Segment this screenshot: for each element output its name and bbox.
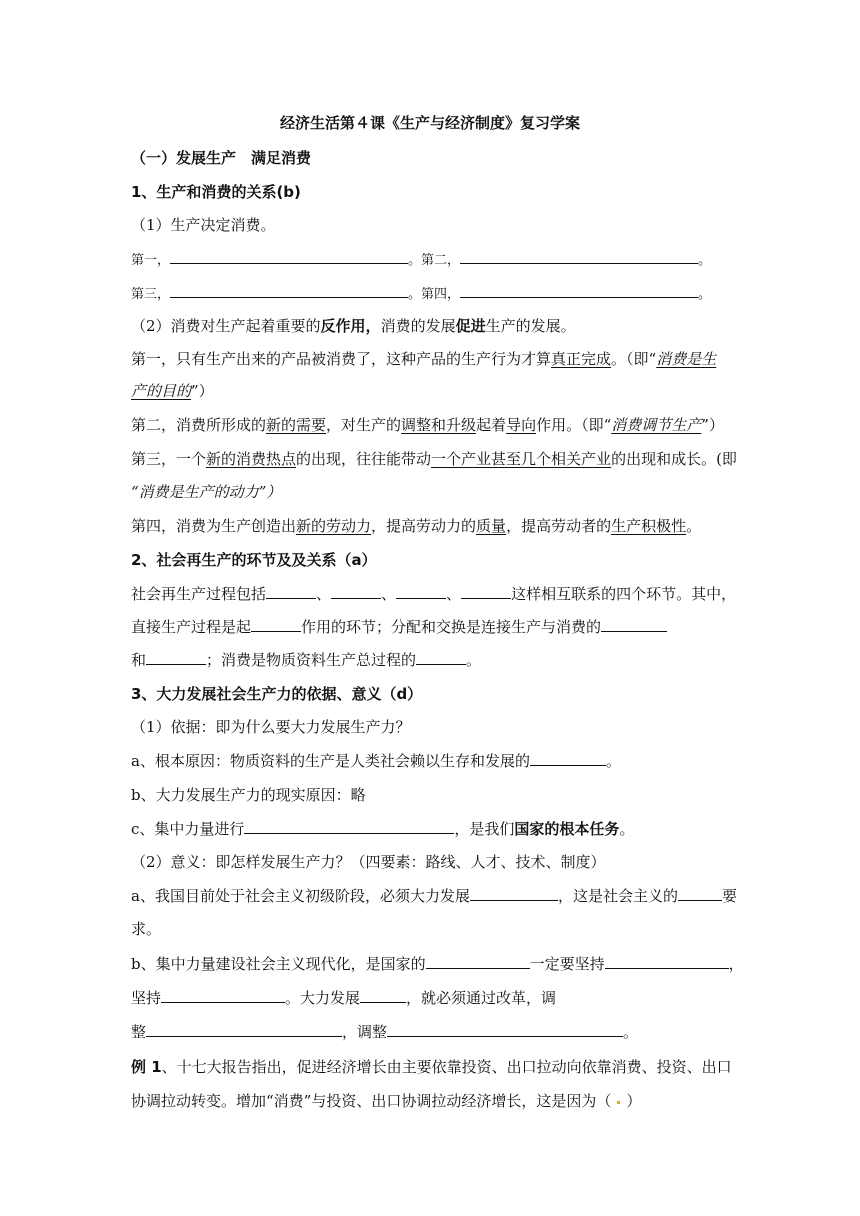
stages-line-3 — [131, 649, 736, 671]
label-second: 。第二， — [408, 253, 461, 268]
example-1-line-1 — [131, 1056, 736, 1078]
text: 消费的发展 — [380, 317, 456, 335]
text: a、根本原因：物质资料的生产是人类社会赖以生存和发展的 — [131, 752, 530, 770]
text: a、我国目前处于社会主义初级阶段，必须大力发展 — [131, 887, 470, 905]
blank-mb-3[interactable] — [161, 987, 285, 1003]
item-b: b、大力发展生产力的现实原因：略 — [131, 786, 366, 804]
blank-mb-5[interactable] — [146, 1021, 342, 1037]
text: c、集中力量进行 — [131, 820, 245, 838]
underlined-text: 调整和升级 — [401, 416, 477, 434]
period: 。 — [623, 1023, 639, 1041]
blank-c[interactable] — [244, 818, 454, 834]
label-third: 第三， — [131, 287, 171, 302]
reason-1-line-2 — [131, 380, 736, 402]
text: ，对生产的 — [326, 416, 402, 434]
underlined-text: 新的需要 — [266, 416, 327, 434]
quote-text: 产的目的 — [131, 382, 192, 400]
document-title: 经济生活第４课《生产与经济制度》复习学案 — [279, 114, 580, 132]
blank-ma-2[interactable] — [678, 885, 722, 901]
period: 。 — [619, 820, 635, 838]
quote-text: 消费调节生产 — [611, 416, 702, 434]
heading-2: 2、社会再生产的环节及及关系（a） — [131, 551, 377, 569]
reason-3-line-2: “消费是生产的动力”） — [131, 483, 282, 501]
underlined-text: 新的劳动力 — [296, 517, 372, 535]
item-a — [131, 750, 736, 772]
text: 直接生产过程是起 — [131, 618, 252, 636]
text: 第四，消费为生产创造出 — [131, 517, 297, 535]
text: 第三，一个 — [131, 450, 207, 468]
underlined-text: 生产积极性 — [611, 517, 687, 535]
section-heading: （一）发展生产 满足消费 — [131, 149, 312, 167]
text: ，提高劳动力的 — [371, 517, 477, 535]
text: 第二，消费所形成的 — [131, 416, 267, 434]
text: ，这是社会主义的 — [557, 887, 678, 905]
text: ，是我们 — [454, 820, 515, 838]
text: 的出现，往往能带动 — [296, 450, 432, 468]
text: 。 — [686, 517, 702, 535]
text: 。（即“ — [611, 350, 657, 368]
text: ，提高劳动者的 — [506, 517, 612, 535]
blank-second[interactable] — [460, 248, 698, 264]
blank-bridge-2[interactable] — [146, 649, 206, 665]
text: 协调拉动转变。增加“消费”与投资、出口协调拉动经济增长，这是因为（ — [131, 1092, 612, 1110]
text: ”） — [701, 416, 724, 434]
blank-a[interactable] — [530, 750, 606, 766]
blank-bridge-1[interactable] — [601, 616, 667, 632]
period: 。 — [698, 253, 712, 268]
subheading-1-1 — [131, 214, 736, 236]
text: 的出现和成长。(即 — [611, 450, 737, 468]
subheading-text: （1）生产决定消费。 — [131, 216, 276, 234]
bold-text: 国家的根本任务 — [514, 820, 620, 838]
example-label: 例 1 — [131, 1058, 162, 1076]
period: 。 — [698, 287, 712, 302]
heading-1: 1、生产和消费的关系(b) — [131, 183, 301, 201]
blank-mb-2[interactable] — [605, 953, 729, 969]
text: 起着 — [476, 416, 507, 434]
text: 、 — [316, 585, 332, 603]
underlined-text: 新的消费热点 — [206, 450, 297, 468]
underlined-text: 质量 — [476, 517, 507, 535]
bold-text: 促进 — [455, 317, 486, 335]
blank-consumption[interactable] — [416, 649, 466, 665]
meaning-a-line-2: 求。 — [131, 920, 162, 938]
blank-ma-1[interactable] — [470, 885, 558, 901]
blank-mb-4[interactable] — [360, 987, 406, 1003]
text: 、十七大报告指出，促进经济增长由主要依靠投资、出口拉动向依靠消费、投资、出口 — [161, 1058, 732, 1076]
reason-2 — [131, 414, 736, 436]
text: 第一，只有生产出来的产品被消费了，这种产品的生产行为才算 — [131, 350, 552, 368]
blank-stage-3[interactable] — [396, 583, 446, 599]
reason-3-line-1 — [131, 448, 736, 470]
stages-line-2 — [131, 616, 736, 638]
text: ；消费是物质资料生产总过程的 — [206, 651, 417, 669]
underlined-text: 导向 — [506, 416, 537, 434]
text: 要 — [721, 887, 737, 905]
meaning-b-line-3 — [131, 1021, 736, 1043]
meaning-b-line-2 — [131, 987, 736, 1009]
subheading-3-2: （2）意义：即怎样发展生产力？（四要素：路线、人才、技术、制度） — [131, 853, 606, 871]
heading-3: 3、大力发展社会生产力的依据、意义（d） — [131, 685, 423, 703]
text: 、 — [381, 585, 397, 603]
text: ，就必须通过改革，调 — [406, 989, 557, 1007]
blank-stage-4[interactable] — [461, 583, 511, 599]
text: 和 — [131, 651, 147, 669]
text: ， — [728, 955, 744, 973]
text: ，调整 — [342, 1023, 388, 1041]
label-fourth: 。第四， — [408, 287, 461, 302]
label-first: 第一， — [131, 253, 171, 268]
text: 整 — [131, 1023, 147, 1041]
underlined-text: 真正完成 — [551, 350, 612, 368]
reason-4 — [131, 515, 736, 537]
text: 一定要坚持 — [529, 955, 605, 973]
text: ”） — [191, 382, 214, 400]
subheading-3-1: （1）依据：即为什么要大力发展生产力？ — [131, 718, 411, 736]
text: ） — [626, 1092, 642, 1110]
fill-line-first-second — [131, 248, 736, 272]
quote-text: 消费是生 — [656, 350, 717, 368]
reason-1-line-1 — [131, 348, 736, 370]
paragraph-2 — [131, 315, 736, 337]
blank-first[interactable] — [170, 248, 408, 264]
bold-text: 反作用， — [320, 317, 381, 335]
text: 作用的环节；分配和交换是连接生产与消费的 — [301, 618, 602, 636]
period: 。 — [466, 651, 482, 669]
answer-dot[interactable] — [617, 1101, 620, 1104]
text: 生产的发展。 — [485, 317, 576, 335]
item-c — [131, 818, 736, 840]
period: 。 — [605, 752, 621, 770]
blank-role[interactable] — [251, 616, 301, 632]
meaning-a-line-1 — [131, 885, 736, 907]
blank-stage-1[interactable] — [266, 583, 316, 599]
example-1-line-2 — [131, 1090, 736, 1112]
text: （2）消费对生产起着重要的 — [131, 317, 321, 335]
fill-line-third-fourth — [131, 282, 736, 306]
text: 这样相互联系的四个环节。其中， — [511, 585, 737, 603]
text: 。大力发展 — [285, 989, 361, 1007]
blank-mb-1[interactable] — [426, 953, 530, 969]
meaning-b-line-1 — [131, 953, 744, 975]
blank-third[interactable] — [170, 282, 408, 298]
stages-line-1 — [131, 583, 736, 605]
blank-fourth[interactable] — [460, 282, 698, 298]
text: 、 — [446, 585, 462, 603]
text: 社会再生产过程包括 — [131, 585, 267, 603]
blank-stage-2[interactable] — [331, 583, 381, 599]
underlined-text: 一个产业甚至几个相关产业 — [431, 450, 612, 468]
text: 作用。（即“ — [536, 416, 612, 434]
text: b、集中力量建设社会主义现代化，是国家的 — [131, 955, 426, 973]
blank-mb-6[interactable] — [387, 1021, 623, 1037]
text: 坚持 — [131, 989, 162, 1007]
